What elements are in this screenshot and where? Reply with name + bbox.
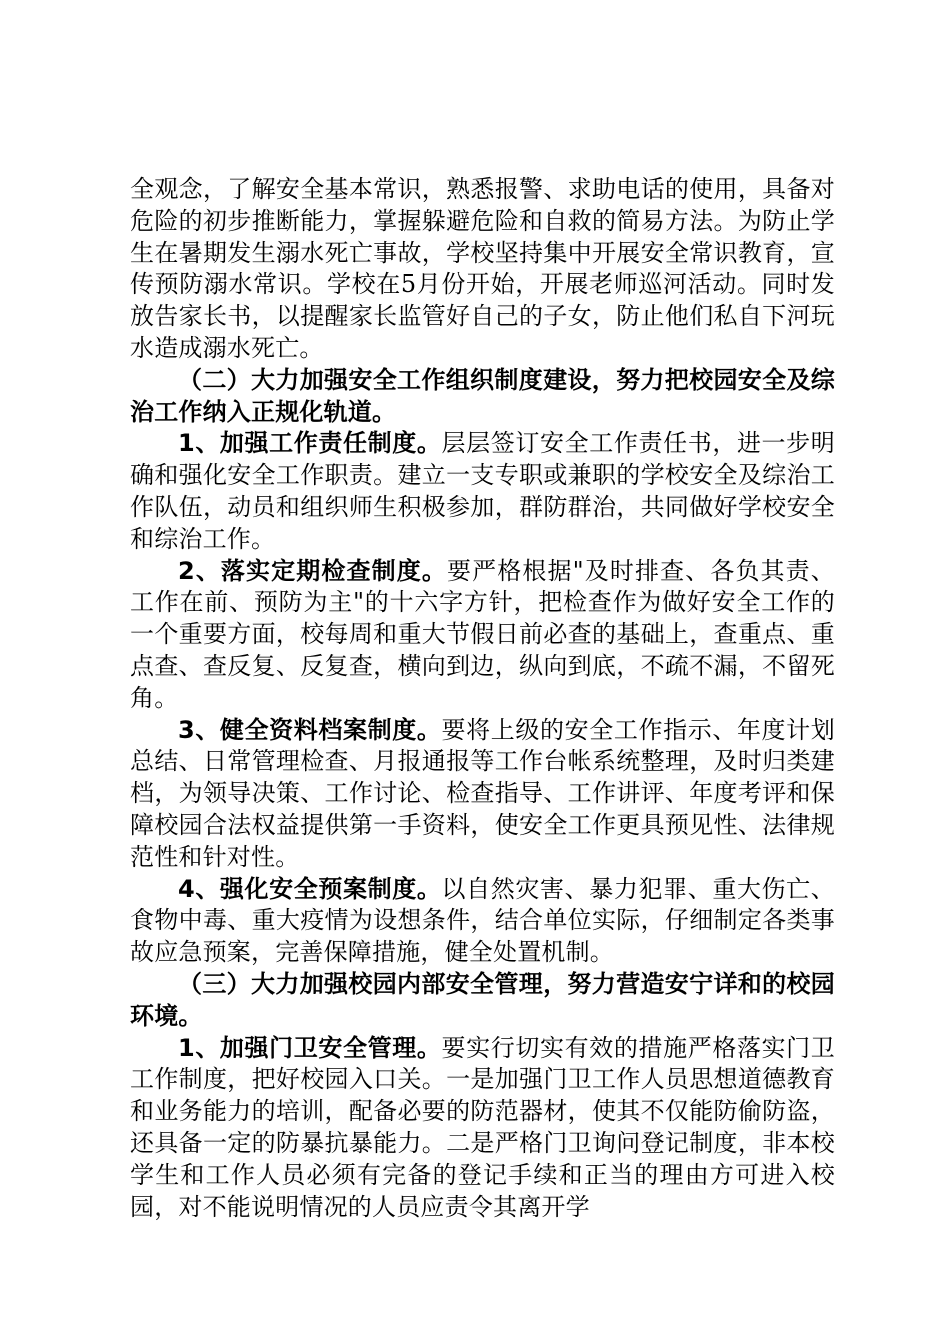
heading-text: （二）大力加强安全工作组织制度建设，努力把校园安全及综治工作纳入正规化轨道。: [130, 365, 835, 426]
list-item-archive-system: [130, 715, 835, 874]
list-item-gate-security: [130, 1033, 835, 1224]
item-text: 层层签订安全工作责任书，进一步明确和强化安全工作职责。建立一支专职或兼职的学校安全及综治工作队伍，动员和组织师生积极参加，群防群治，共同做好学校安全和综治工作。: [130, 429, 835, 553]
list-item-work-responsibility: [130, 428, 835, 555]
document-page: [130, 174, 835, 1223]
item-text: 要实行切实有效的措施严格落实门卫工作制度，把好校园入口关。一是加强门卫工作人员思想道德教育和业务能力的培训，配备必要的防范器材，使其不仅能防偷防盗，还具备一定的防暴抗暴能力。二是严格门卫询问登记制度，非本校学生和工作人员必须有完备的登记手续和正当的理由方可进入校园，对不能说明情况的人员应责令其离开学: [130, 1033, 835, 1221]
item-text: 以自然灾害、暴力犯罪、重大伤亡、食物中毒、重大疫情为设想条件，结合单位实际，仔细制定各类事故应急预案，完善保障措施，健全处置机制。: [130, 874, 835, 967]
item-lead: 4、强化安全预案制度。: [178, 874, 442, 903]
section-heading-three: [130, 969, 835, 1033]
heading-text: （三）大力加强校园内部安全管理，努力营造安宁详和的校园环境。: [130, 969, 835, 1030]
paragraph-body-intro: [130, 174, 835, 365]
section-heading-two: [130, 365, 835, 429]
item-lead: 1、加强门卫安全管理。: [178, 1033, 442, 1062]
item-text: 要严格根据"及时排查、各负其责、工作在前、预防为主"的十六字方针，把检查作为做好安全工作的一个重要方面，校每周和重大节假日前必查的基础上，查重点、重点查、查反复、反复查，横向到边，纵向到底，不疏不漏，不留死角。: [130, 556, 835, 712]
item-lead: 3、健全资料档案制度。: [178, 715, 442, 744]
item-text: 要将上级的安全工作指示、年度计划总结、日常管理检查、月报通报等工作台帐系统整理，及时归类建档，为领导决策、工作讨论、检查指导、工作讲评、年度考评和保障校园合法权益提供第一手资料，使安全工作更具预见性、法律规范性和针对性。: [130, 715, 835, 871]
item-lead: 1、加强工作责任制度。: [178, 429, 442, 458]
paragraph-text: 全观念，了解安全基本常识，熟悉报警、求助电话的使用，具备对危险的初步推断能力，掌握躲避危险和自救的简易方法。为防止学生在暑期发生溺水死亡事故，学校坚持集中开展安全常识教育，宣传预防溺水常识。学校在5月份开始，开展老师巡河活动。同时发放告家长书，以提醒家长监管好自己的子女，防止他们私自下河玩水造成溺水死亡。: [130, 175, 835, 362]
list-item-periodic-inspection: [130, 556, 835, 715]
item-lead: 2、落实定期检查制度。: [178, 556, 447, 585]
list-item-emergency-plan: [130, 874, 835, 969]
